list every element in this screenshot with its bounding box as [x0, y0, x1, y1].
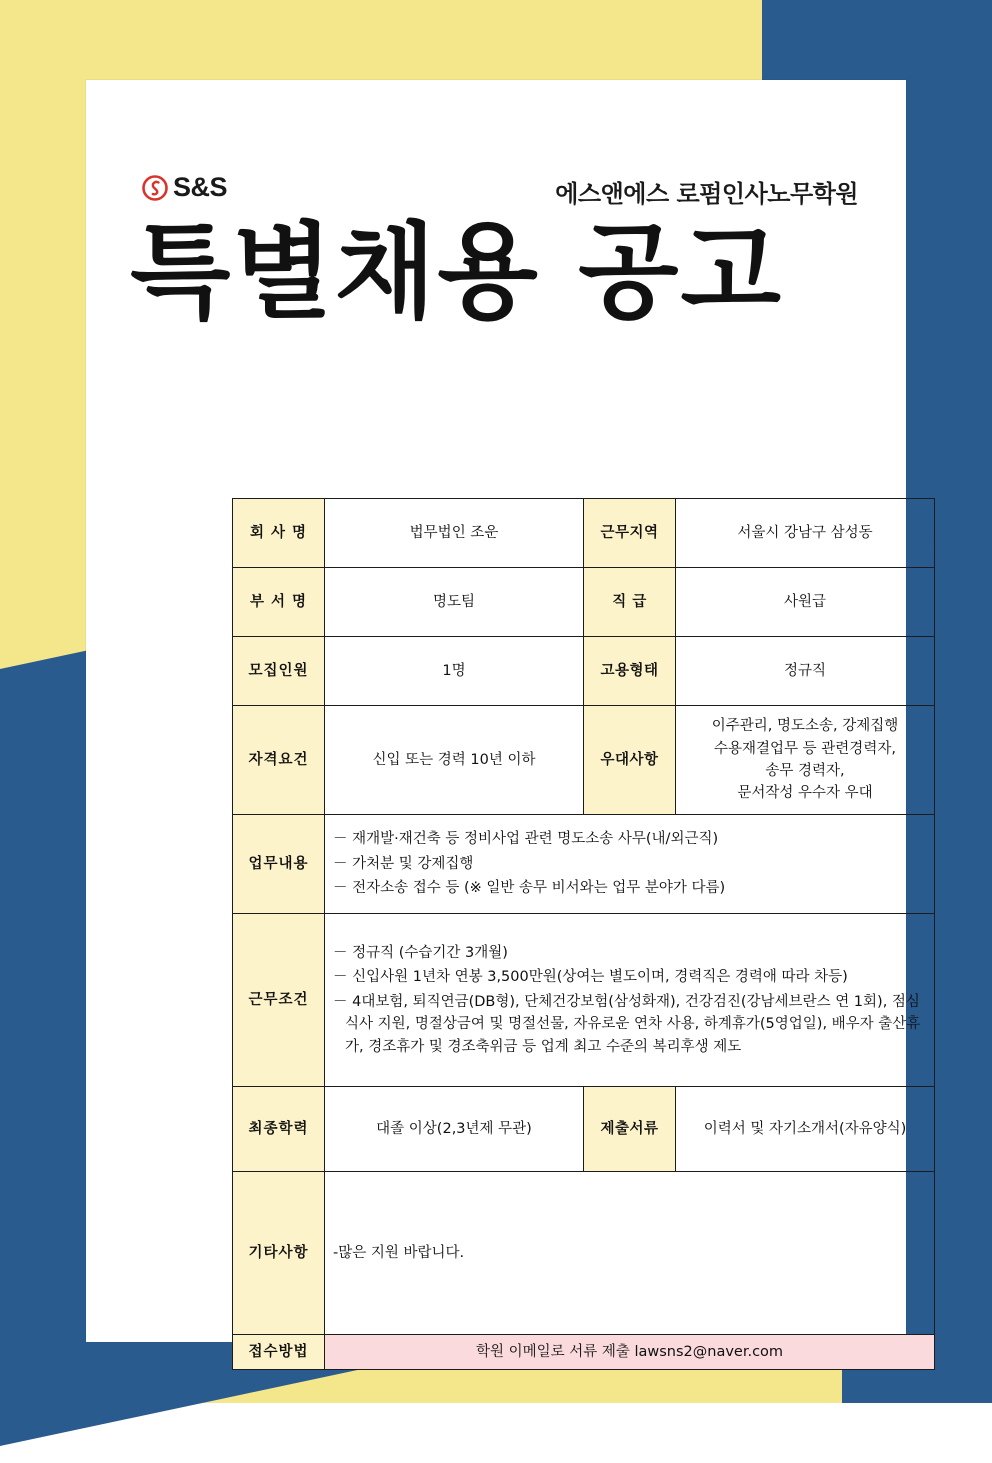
preference-line: 송무 경력자,: [765, 763, 845, 779]
duty-item: － 재개발·재건축 등 정비사업 관련 명도소송 사무(내/외근직): [333, 831, 719, 848]
row-value-company: 법무법인 조운: [325, 499, 584, 568]
row-label-documents: 제출서류: [584, 1087, 676, 1172]
preference-line: 수용재결업무 등 관련경력자,: [714, 740, 896, 757]
preference-line: 이주관리, 명도소송, 강제집행: [711, 718, 899, 735]
row-label-employment-type: 고용형태: [584, 637, 676, 706]
duty-item: － 전자소송 접수 등 (※ 일반 송무 비서와는 업무 분야가 다름): [333, 880, 726, 897]
row-value-preference: [676, 706, 935, 815]
notice-table: [232, 498, 935, 1370]
condition-item: － 정규직 (수습기간 3개월): [333, 944, 508, 961]
row-value-department: 명도팀: [325, 568, 584, 637]
table-row: [233, 1087, 935, 1172]
row-value-employment-type: 정규직: [676, 637, 935, 706]
ampersand-swirl-logo-icon: [142, 175, 168, 201]
table-row: [233, 815, 935, 914]
poster-paper: [86, 80, 921, 1360]
row-value-conditions: [325, 914, 935, 1087]
condition-item: － 4대보험, 퇴직연금(DB형), 단체건강보험(삼성화재), 건강검진(강남세브란스 연 1회), 점심식사 지원, 명절상금여 및 명절선물, 자유로운 연차 사용, 하계휴가(5영업일), 배우자 출산휴가, 경조휴가 및 경조축위금 등 업계 최고 수준의 복리후생 제도: [333, 993, 921, 1055]
row-label-conditions: 근무조건: [233, 914, 325, 1087]
row-label-rank: 직 급: [584, 568, 676, 637]
row-label-education: 최종학력: [233, 1087, 325, 1172]
row-value-education: 대졸 이상(2,3년제 무관): [325, 1087, 584, 1172]
company-logo: [142, 172, 227, 203]
row-value-duties: [325, 815, 935, 914]
row-value-qualification: 신입 또는 경력 10년 이하: [325, 706, 584, 815]
row-label-location: 근무지역: [584, 499, 676, 568]
row-label-company: 회 사 명: [233, 499, 325, 568]
row-value-location: 서울시 강남구 삼성동: [676, 499, 935, 568]
row-label-etc: 기타사항: [233, 1172, 325, 1335]
row-value-headcount: 1명: [325, 637, 584, 706]
table-row: [233, 1335, 935, 1370]
row-label-headcount: 모집인원: [233, 637, 325, 706]
table-row: [233, 706, 935, 815]
row-value-apply-method: 학원 이메일로 서류 제출 lawsns2@naver.com: [325, 1335, 935, 1370]
row-value-documents: 이력서 및 자기소개서(자유양식): [676, 1087, 935, 1172]
table-row: [233, 1172, 935, 1335]
logo-text: S&S: [173, 172, 228, 202]
row-value-rank: 사원급: [676, 568, 935, 637]
row-label-apply-method: 접수방법: [233, 1335, 325, 1370]
brand-row: [142, 172, 858, 210]
row-label-department: 부 서 명: [233, 568, 325, 637]
duty-item: － 가처분 및 강제집행: [333, 855, 474, 872]
row-label-qualification: 자격요건: [233, 706, 325, 815]
condition-item: － 신입사원 1년차 연봉 3,500만원(상여는 별도이며, 경력직은 경력애 따라 차등): [333, 969, 848, 986]
table-row: [233, 568, 935, 637]
academy-name: 에스앤에스 로펌인사노무학원: [555, 180, 858, 208]
table-row: [233, 914, 935, 1087]
row-label-preference: 우대사항: [584, 706, 676, 815]
page-title: 특별채용 공고: [130, 211, 783, 333]
preference-line: 문서작성 우수자 우대: [737, 785, 873, 802]
table-row: [233, 637, 935, 706]
notice-table-wrapper: [232, 498, 934, 1370]
table-row: [233, 499, 935, 568]
row-label-duties: 업무내용: [233, 815, 325, 914]
row-value-etc: -많은 지원 바랍니다.: [325, 1172, 935, 1335]
